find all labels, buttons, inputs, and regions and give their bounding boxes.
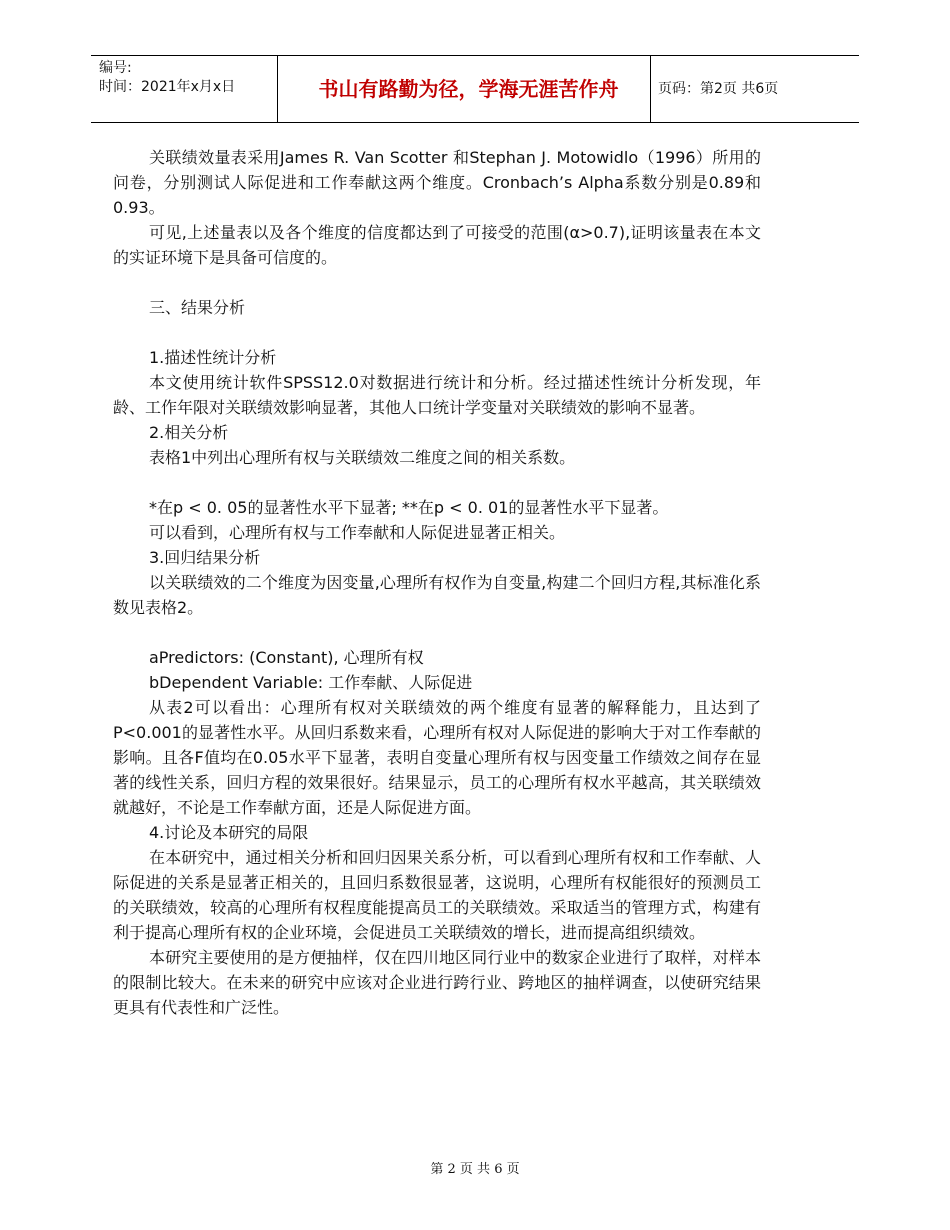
- document-time-label: 时间：2021年x月x日: [99, 79, 236, 95]
- document-body: [113, 145, 761, 1020]
- header-meta: [99, 59, 235, 97]
- header-page-number: 页码：第2页 共6页: [658, 81, 779, 97]
- header-divider: [277, 56, 278, 122]
- document-number-label: 编号:: [99, 60, 132, 76]
- subsection-heading: 3.回归结果分析: [149, 548, 261, 567]
- subsection-heading: 4.讨论及本研究的局限: [149, 823, 309, 842]
- section-heading: 三、结果分析: [149, 298, 246, 317]
- table-note: aPredictors: (Constant), 心理所有权: [149, 648, 424, 667]
- paragraph: 以关联绩效的二个维度为因变量,心理所有权作为自变量,构建二个回归方程,其标准化系数见表格2。: [113, 573, 761, 617]
- paragraph: 本文使用统计软件SPSS12.0对数据进行统计和分析。经过描述性统计分析发现，年龄、工作年限对关联绩效影响显著，其他人口统计学变量对关联绩效的影响不显著。: [113, 373, 761, 417]
- header-divider: [650, 56, 651, 122]
- table-note: *在p < 0. 05的显著性水平下显著; **在p < 0. 01的显著性水平下显著。: [149, 498, 669, 517]
- page-header: [91, 55, 859, 123]
- header-motto: 书山有路勤为径，学海无涯苦作舟: [318, 77, 619, 101]
- paragraph: 本研究主要使用的是方便抽样，仅在四川地区同行业中的数家企业进行了取样，对样本的限制比较大。在未来的研究中应该对企业进行跨行业、跨地区的抽样调查，以使研究结果更具有代表性和广泛性。: [113, 948, 761, 1017]
- page-footer: 第 2 页 共 6 页: [430, 1162, 520, 1177]
- subsection-heading: 1.描述性统计分析: [149, 348, 277, 367]
- subsection-heading: 2.相关分析: [149, 423, 229, 442]
- paragraph: 可见,上述量表以及各个维度的信度都达到了可接受的范围(α>0.7),证明该量表在本文的实证环境下是具备可信度的。: [113, 223, 761, 267]
- paragraph: 关联绩效量表采用James R. Van Scotter 和Stephan J. Motowidlo（1996）所用的问卷，分别测试人际促进和工作奉献这两个维度。Cronbach’s Alpha系数分别是0.89和0.93。: [113, 148, 761, 217]
- paragraph: 表格1中列出心理所有权与关联绩效二维度之间的相关系数。: [149, 448, 576, 467]
- paragraph: 可以看到，心理所有权与工作奉献和人际促进显著正相关。: [149, 523, 566, 542]
- paragraph: 在本研究中，通过相关分析和回归因果关系分析，可以看到心理所有权和工作奉献、人际促进的关系是显著正相关的，且回归系数很显著，这说明，心理所有权能很好的预测员工的关联绩效，较高的心理所有权程度能提高员工的关联绩效。采取适当的管理方式，构建有利于提高心理所有权的企业环境，会促进员工关联绩效的增长，进而提高组织绩效。: [113, 848, 761, 942]
- table-note: bDependent Variable: 工作奉献、人际促进: [149, 673, 473, 692]
- paragraph: 从表2可以看出：心理所有权对关联绩效的两个维度有显著的解释能力，且达到了P<0.001的显著性水平。从回归系数来看，心理所有权对人际促进的影响大于对工作奉献的影响。且各F值均在0.05水平下显著，表明自变量心理所有权与因变量工作绩效之间存在显著的线性关系，回归方程的效果很好。结果显示，员工的心理所有权水平越高，其关联绩效就越好，不论是工作奉献方面，还是人际促进方面。: [113, 698, 761, 817]
